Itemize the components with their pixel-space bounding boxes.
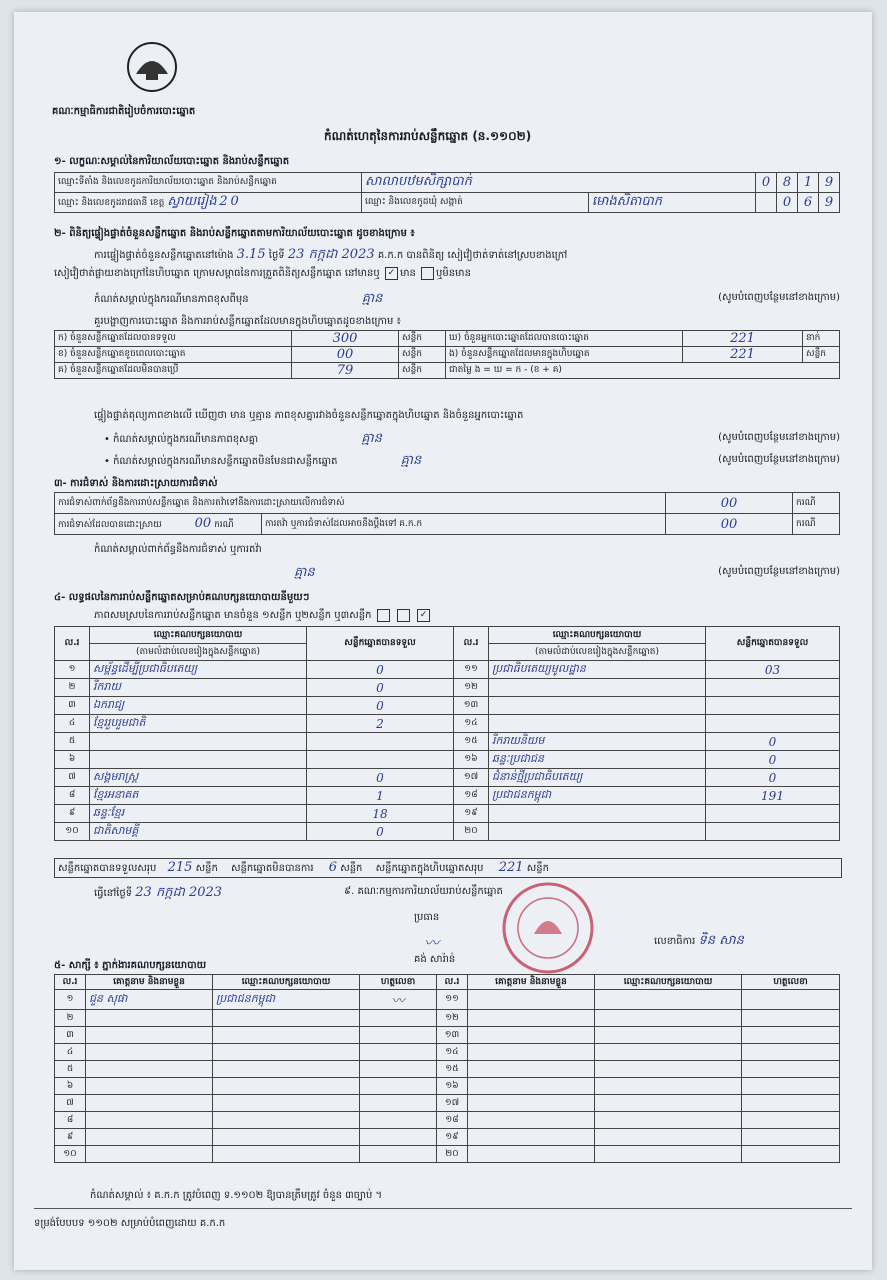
witness-party: [595, 1129, 742, 1146]
count-d-label: ឃ) ចំនួនអ្នកបោះឆ្នោតដែលបានបោះឆ្នោត: [446, 331, 683, 347]
witness-signature: [360, 1010, 437, 1027]
result-party: [90, 751, 307, 769]
result-party: ឆន្ទៈខ្មែរ: [90, 805, 307, 823]
seal-line: សៀវ៉ៀថាត់ផ្លាយខាងក្រៅនៃហិបឆ្នោត ក្រោមសម្ពាធនៃការត្រួតពិនិត្យសន្លឹកឆ្នោត នៅមានឬ ✓ មាន ឬមិនមាន: [54, 267, 471, 279]
witness-name: [468, 1078, 595, 1095]
witness-signature: [742, 990, 840, 1010]
result-party: ជាតិសាមគ្គី: [90, 823, 307, 841]
witness-no: ២០: [437, 1146, 468, 1163]
witness-no: ១: [55, 990, 86, 1010]
chair-label: ប្រធាន: [414, 912, 440, 923]
secretary-name: ទិន សាន: [698, 933, 744, 948]
result-party: ឯករាជ្យ: [90, 697, 307, 715]
result-no: ៦: [55, 751, 90, 769]
count-c-value: 79: [292, 363, 399, 379]
witness-no: ១៦: [437, 1078, 468, 1095]
chair-signature: 〰︎: [424, 934, 440, 952]
witness-name: ជួន សុផា: [86, 990, 213, 1010]
witness-party: [213, 1027, 360, 1044]
witness-no: ៥: [55, 1061, 86, 1078]
result-party: រីករាយ: [90, 679, 307, 697]
witness-party: [213, 1095, 360, 1112]
result-no: ១៨: [454, 787, 489, 805]
witness-signature: [742, 1129, 840, 1146]
signing-date: ធ្វើនៅថ្ងៃទី 23 កក្កដា 2023: [94, 885, 223, 900]
result-no: ២: [55, 679, 90, 697]
result-party: [489, 823, 706, 841]
objection-row1-label: ការជំទាស់ពាក់ព័ន្ធនឹងការរាប់សន្លឹកឆ្នោត និងការតវ៉ាទៅនឹងការដោះស្រាយលើការជំទាស់: [55, 493, 666, 514]
witness-signature: [742, 1078, 840, 1095]
result-party: ឆន្ទៈប្រជាជន: [489, 751, 706, 769]
footnote: កំណត់សម្គាល់ ៖ គ.ក.ក ត្រូវបំពេញ ទ.១១០២ ឱ្យបានត្រឹមត្រូវ ចំនួន ៣ច្បាប់ ។: [90, 1190, 383, 1201]
result-row: [55, 823, 840, 841]
time-value: 3.15: [236, 247, 266, 262]
result-no: ៨: [55, 787, 90, 805]
option1-checkbox[interactable]: [377, 609, 390, 622]
witness-no: ១៩: [437, 1129, 468, 1146]
witness-name: [468, 1095, 595, 1112]
result-row: [55, 805, 840, 823]
witness-signature: [742, 1010, 840, 1027]
result-party: ខ្មែររួបរួមជាតិ: [90, 715, 307, 733]
result-no: ១៩: [454, 805, 489, 823]
result-row: [55, 715, 840, 733]
witness-name: [86, 1112, 213, 1129]
witness-signature: [742, 1044, 840, 1061]
counts-intro: គួរបង្ហាញការបោះឆ្នោត និងការរាប់សន្លឹកឆ្នោតដែលមានក្នុងហិបឆ្នោតដូចខាងក្រោម ៖: [94, 316, 401, 327]
committee-label: ៩. គណៈកម្មការការិយាល័យរាប់សន្លឹកឆ្នោត: [344, 886, 503, 897]
result-no: ២០: [454, 823, 489, 841]
result-votes: 18: [307, 805, 454, 823]
count-d-value: 221: [683, 331, 803, 347]
witness-party: [213, 1061, 360, 1078]
section5-heading: ៥- សាក្សី ៖ ភ្នាក់ងារគណបក្សនយោបាយ: [54, 960, 207, 971]
witness-name: [468, 1129, 595, 1146]
results-table: ល.រ ឈ្មោះគណបក្សនយោបាយ សន្លឹកឆ្នោតបានទទួល ល.រ ឈ្មោះគណបក្សនយោបាយ សន្លឹកឆ្នោតបានទទួល (តាមលំដាប់លេខរៀងក្នុងសន្លឹកឆ្នោត) (តាមលំដាប់លេខរៀងក្នុងសន្លឹកឆ្នោត) ១ សម្ព័ន្ធដើម្បីប្រជាធិបតេយ្យ 0 ១១ ប្រជាធិបតេយ្យមូលដ្ឋាន 03 ២ រីករាយ 0 ១២ ៣ ឯករាជ្យ 0 ១៣ ៤ ខ្មែររួបរួមជាតិ 2 ១៤ ៥ ១៥ រីករាយនិយម 0 ៦ ១៦ ឆន្ទៈប្រជាជន 0 ៧ សង្គមរាស្ត្រ 0 ១៧ ជំនាន់ថ្មីប្រជាធិបតេយ្យ 0 ៨ ខ្មែរអនាគត 1 ១៨ ប្រជាជនកម្ពុជា 191 ៩ ឆន្ទៈខ្មែរ 18 ១៩ ១០ ជាតិសាមគ្គី 0 ២០: [54, 626, 840, 841]
witness-row: [55, 1010, 840, 1027]
witness-row: [55, 1044, 840, 1061]
witness-signature: [360, 1146, 437, 1163]
witness-row: [55, 1095, 840, 1112]
witness-no: ១៤: [437, 1044, 468, 1061]
check-line: ផ្ទៀងផ្ទាត់តុល្យភាពខាងលើ ឃើញថា មាន ឬគ្មាន ភាពខុសគ្នារវាងចំនួនសន្លឹកឆ្នោតក្នុងហិបឆ្នោត និងចំនួនអ្នកបោះឆ្នោត: [94, 410, 524, 421]
witness-party: [213, 1146, 360, 1163]
station-label: ឈ្មោះទីតាំង និងលេខកូដការិយាល័យបោះឆ្នោត និងរាប់សន្លឹកឆ្នោត: [55, 173, 362, 193]
witness-no: ៤: [55, 1044, 86, 1061]
bullet1-value: គ្មាន: [361, 431, 382, 446]
witness-signature: [742, 1095, 840, 1112]
objection-row1-value: 00: [666, 493, 793, 514]
witness-no: ១៨: [437, 1112, 468, 1129]
result-votes: 0: [307, 769, 454, 787]
witness-signature: [360, 1061, 437, 1078]
result-party: សម្ព័ន្ធដើម្បីប្រជាធិបតេយ្យ: [90, 661, 307, 679]
result-row: [55, 661, 840, 679]
result-no: ១: [55, 661, 90, 679]
section4-heading: ៤- លទ្ធផលនៃការរាប់សន្លឹកឆ្នោតសម្រាប់គណបក្សនយោបាយនីមួយៗ: [54, 592, 310, 603]
objection-table: ការជំទាស់ពាក់ព័ន្ធនឹងការរាប់សន្លឹកឆ្នោត និងការតវ៉ាទៅនឹងការដោះស្រាយលើការជំទាស់ 00 ករណី ការជំទាស់ដែលបានដោះស្រាយ 00 ករណី ការតវ៉ា ឬការជំទាស់ដែលអាចនឹងប្តឹងទៅ គ.ក.ក 00 ករណី: [54, 492, 840, 535]
result-party: ប្រជាជនកម្ពុជា: [489, 787, 706, 805]
result-votes: 0: [706, 733, 840, 751]
counts-table: ក) ចំនួនសន្លឹកឆ្នោតដែលបានទទួល 300 សន្លឹក ឃ) ចំនួនអ្នកបោះឆ្នោតដែលបានបោះឆ្នោត 221 នាក់ ខ) ចំនួនសន្លឹកឆ្នោតខូចពេលបោះឆ្នោត 00 សន្លឹក ង) ចំនួនសន្លឹកឆ្នោតដែលមានក្នុងហិបឆ្នោត 221 សន្លឹក គ) ចំនួនសន្លឹកឆ្នោតដែលមិនបានប្រើ 79 សន្លឹក ជាតម្លៃ ង = ឃ = ក - (ខ + គ): [54, 330, 840, 379]
yes-checkbox[interactable]: ✓: [385, 267, 398, 280]
result-votes: 0: [307, 661, 454, 679]
official-stamp-icon: [498, 878, 598, 978]
result-party: [489, 697, 706, 715]
province-value: ស្វាយរៀង: [167, 194, 217, 209]
witness-no: ១៧: [437, 1095, 468, 1112]
result-row: [55, 679, 840, 697]
witness-no: ១០: [55, 1146, 86, 1163]
bottom-note: ទម្រង់បែបបទ ១១០២ សម្រាប់បំពេញដោយ គ.ក.ក: [34, 1218, 226, 1229]
witness-name: [86, 1095, 213, 1112]
commune-code-digit: 9: [819, 193, 840, 213]
witness-signature: [742, 1027, 840, 1044]
result-votes: 0: [307, 697, 454, 715]
result-row: [55, 697, 840, 715]
result-votes: 0: [307, 679, 454, 697]
witness-party: [213, 1129, 360, 1146]
witness-signature: [742, 1146, 840, 1163]
witness-name: [468, 1112, 595, 1129]
result-party: ប្រជាធិបតេយ្យមូលដ្ឋាន: [489, 661, 706, 679]
section2-heading: ២- ពិនិត្យផ្ទៀងផ្ទាត់ចំនួនសន្លឹកឆ្នោត និងរាប់សន្លឹកឆ្នោតតាមការិយាល័យបោះឆ្នោត ដូចខាងក្រោម ៖: [54, 228, 415, 239]
result-no: ៧: [55, 769, 90, 787]
witness-name: [468, 1027, 595, 1044]
result-votes: 191: [706, 787, 840, 805]
witness-party: [595, 1010, 742, 1027]
witness-name: [86, 1027, 213, 1044]
witness-party: [595, 1095, 742, 1112]
witness-no: ៦: [55, 1078, 86, 1095]
witness-name: [86, 1146, 213, 1163]
province-label: ឈ្មោះ និងលេខកូដរាជធានី ខេត្ត ស្វាយរៀង 2 0: [55, 193, 362, 213]
section4-intro: ភាពសមស្របនៃការរាប់សន្លឹកឆ្នោត មានចំនួន ១សន្លឹក ឬ២សន្លឹក ឬ៣សន្លឹក ✓: [94, 608, 432, 623]
total-valid-value: 215: [167, 860, 193, 875]
count-c-label: គ) ចំនួនសន្លឹកឆ្នោតដែលមិនបានប្រើ: [55, 363, 292, 379]
witness-name: [86, 1010, 213, 1027]
witness-signature: [360, 1078, 437, 1095]
result-votes: 0: [706, 751, 840, 769]
witness-no: ៩: [55, 1129, 86, 1146]
station-code-digit: 9: [819, 173, 840, 193]
result-party: សង្គមរាស្ត្រ: [90, 769, 307, 787]
result-no: ១៦: [454, 751, 489, 769]
witness-row: [55, 1061, 840, 1078]
form-title: កំណត់ហេតុនៃការរាប់សន្លឹកឆ្នោត (ន.១១០២): [324, 129, 532, 143]
footer-divider: [34, 1208, 852, 1209]
witness-name: [86, 1129, 213, 1146]
witness-no: ១១: [437, 990, 468, 1010]
count-a-value: 300: [292, 331, 399, 347]
result-no: ១២: [454, 679, 489, 697]
witness-signature: [360, 1027, 437, 1044]
note-line: កំណត់សម្គាល់ក្នុងករណីមានភាពខុសពីមុន គ្មាន (សូមបំពេញបន្ថែមនៅខាងក្រោម): [94, 291, 840, 306]
witness-name: [468, 1044, 595, 1061]
witness-party: [213, 1044, 360, 1061]
section1-heading: ១- លក្ខណៈសម្គាល់នៃការិយាល័យបោះឆ្នោត និងរាប់សន្លឹកឆ្នោត: [54, 156, 290, 167]
witness-no: ៨: [55, 1112, 86, 1129]
result-row: [55, 733, 840, 751]
total-invalid-value: 6: [328, 860, 337, 875]
result-no: ៩: [55, 805, 90, 823]
station-code-digit: 8: [777, 173, 798, 193]
objection-row2-label: ការជំទាស់ដែលបានដោះស្រាយ 00 ករណី: [55, 514, 262, 535]
witness-name: [86, 1061, 213, 1078]
witness-name: [86, 1044, 213, 1061]
option2-checkbox[interactable]: [397, 609, 410, 622]
result-party: [489, 715, 706, 733]
total-box-value: 221: [498, 860, 524, 875]
witness-no: ៧: [55, 1095, 86, 1112]
witness-name: [468, 990, 595, 1010]
result-votes: [706, 697, 840, 715]
commune-value: មោងសិតាបាក: [588, 193, 755, 213]
witness-row: [55, 1078, 840, 1095]
bullet2-value: គ្មាន: [400, 453, 422, 468]
count-a-label: ក) ចំនួនសន្លឹកឆ្នោតដែលបានទទួល: [55, 331, 292, 347]
committee-name: គណៈកម្មាធិការជាតិរៀបចំការបោះឆ្នោត: [52, 106, 196, 117]
result-votes: 0: [706, 769, 840, 787]
result-party: [489, 679, 706, 697]
witness-signature: 〰: [360, 990, 437, 1010]
note-value: គ្មាន: [361, 291, 383, 306]
witness-party: [213, 1112, 360, 1129]
station-code-digit: 0: [756, 173, 777, 193]
count-b-value: 00: [292, 347, 399, 363]
witness-party: [213, 1010, 360, 1027]
witness-row: [55, 990, 840, 1010]
witness-party: [595, 1078, 742, 1095]
date-value: 23 កក្កដា 2023: [287, 247, 375, 262]
result-no: ១៥: [454, 733, 489, 751]
secretary-line: លេខាធិការ ទិន សាន: [654, 933, 744, 948]
witness-signature: [742, 1112, 840, 1129]
bullet1: • កំណត់សម្គាល់ក្នុងករណីមានភាពខុសគ្នា គ្មាន (សូមបំពេញបន្ថែមនៅខាងក្រោម): [104, 431, 840, 446]
witness-signature: [360, 1112, 437, 1129]
result-party: [489, 805, 706, 823]
result-no: ៥: [55, 733, 90, 751]
witness-name: [468, 1010, 595, 1027]
chair-name: គង់ សារ៉ាន់: [414, 954, 456, 965]
witness-no: ១២: [437, 1010, 468, 1027]
witness-row: [55, 1129, 840, 1146]
witness-party: [213, 1078, 360, 1095]
commune-code-digit: 0: [777, 193, 798, 213]
witness-no: ១៣: [437, 1027, 468, 1044]
witness-signature: [360, 1044, 437, 1061]
result-votes: [706, 679, 840, 697]
station-value: សាលាបឋមសិក្សាបាក់: [362, 173, 756, 193]
witness-party: [595, 1146, 742, 1163]
witness-no: ២: [55, 1010, 86, 1027]
witness-party: [595, 1027, 742, 1044]
witness-party: [595, 990, 742, 1010]
commune-code-digit: 6: [798, 193, 819, 213]
count-e-value: 221: [683, 347, 803, 363]
result-votes: [307, 733, 454, 751]
result-votes: [706, 715, 840, 733]
bullet2: • កំណត់សម្គាល់ក្នុងករណីមានសន្លឹកឆ្នោតមិនមែនជាសន្លឹកឆ្នោត គ្មាន (សូមបំពេញបន្ថែមនៅខាងក្រោម): [104, 453, 840, 468]
witness-signature: [360, 1095, 437, 1112]
witness-signature: [360, 1129, 437, 1146]
objection-note: កំណត់សម្គាល់ពាក់ព័ន្ធនឹងការជំទាស់ ឬការតវ៉ា: [94, 544, 262, 555]
witness-table: ល.រ គោត្តនាម និងនាមខ្លួន ឈ្មោះគណបក្សនយោបាយ ហត្ថលេខា ល.រ គោត្តនាម និងនាមខ្លួន ឈ្មោះគណបក្សនយោបាយ ហត្ថលេខា ១ ជួន សុផា ប្រជាជនកម្ពុជា 〰 ១១ ២ ១២ ៣ ១៣ ៤ ១៤ ៥ ១៥ ៦ ១៦ ៧ ១៧ ៨ ១៨ ៩ ១៩ ១០ ២០: [54, 974, 840, 1163]
result-no: ១៤: [454, 715, 489, 733]
time-line: ការផ្ទៀងផ្ទាត់ចំនួនសន្លឹកឆ្នោតនៅម៉ោង 3.15 ថ្ងៃទី 23 កក្កដា 2023 គ.ក.ក បានពិនិត្យ សៀវ៉ៀថាត់ទាត់នៅស្របខាងក្រៅ: [94, 247, 568, 262]
result-row: [55, 787, 840, 805]
result-no: ១១: [454, 661, 489, 679]
count-e-label: ង) ចំនួនសន្លឹកឆ្នោតដែលមានក្នុងហិបឆ្នោត: [446, 347, 683, 363]
witness-signature: [742, 1061, 840, 1078]
objection-note-fill: គ្មាន (សូមបំពេញបន្ថែមនៅខាងក្រោម): [294, 565, 840, 580]
witness-party: [595, 1061, 742, 1078]
result-no: ៤: [55, 715, 90, 733]
no-checkbox[interactable]: [421, 267, 434, 280]
section1-table: [54, 172, 840, 213]
result-votes: [307, 751, 454, 769]
formula: ជាតម្លៃ ង = ឃ = ក - (ខ + គ): [446, 363, 840, 379]
witness-row: [55, 1027, 840, 1044]
witness-row: [55, 1112, 840, 1129]
witness-party: [595, 1112, 742, 1129]
witness-no: ៣: [55, 1027, 86, 1044]
result-no: ៣: [55, 697, 90, 715]
result-votes: 2: [307, 715, 454, 733]
commune-label: ឈ្មោះ និងលេខកូដឃុំ សង្កាត់: [362, 193, 589, 213]
result-party: រីករាយនិយម: [489, 733, 706, 751]
result-row: [55, 751, 840, 769]
witness-party: [595, 1044, 742, 1061]
objection-row2-value2: 00: [666, 514, 793, 535]
result-votes: [706, 823, 840, 841]
witness-name: [86, 1078, 213, 1095]
result-votes: [706, 805, 840, 823]
totals-row: សន្លឹកឆ្នោតបានទទួលសរុប 215 សន្លឹក សន្លឹកឆ្នោតមិនបានការ 6 សន្លឹក សន្លឹកឆ្នោតក្នុងហិបឆ្នោតសរុប 221 សន្លឹក: [54, 858, 842, 878]
station-code-digit: 1: [798, 173, 819, 193]
result-party: ខ្មែរអនាគត: [90, 787, 307, 805]
witness-name: [468, 1061, 595, 1078]
option3-checkbox[interactable]: ✓: [417, 609, 430, 622]
witness-name: [468, 1146, 595, 1163]
result-row: [55, 769, 840, 787]
result-votes: 1: [307, 787, 454, 805]
form-page: [14, 12, 872, 1270]
section3-heading: ៣- ការជំទាស់ និងការដោះស្រាយការជំទាស់: [54, 478, 218, 489]
result-party: ជំនាន់ថ្មីប្រជាធិបតេយ្យ: [489, 769, 706, 787]
nec-emblem-icon: [122, 40, 182, 94]
result-no: ១៧: [454, 769, 489, 787]
objection-row2-label2: ការតវ៉ា ឬការជំទាស់ដែលអាចនឹងប្តឹងទៅ គ.ក.ក: [262, 514, 666, 535]
witness-party: ប្រជាជនកម្ពុជា: [213, 990, 360, 1010]
witness-no: ១៥: [437, 1061, 468, 1078]
result-votes: 0: [307, 823, 454, 841]
result-no: ១៣: [454, 697, 489, 715]
count-b-label: ខ) ចំនួនសន្លឹកឆ្នោតខូចពេលបោះឆ្នោត: [55, 347, 292, 363]
witness-row: [55, 1146, 840, 1163]
result-party: [90, 733, 307, 751]
result-votes: 03: [706, 661, 840, 679]
result-no: ១០: [55, 823, 90, 841]
